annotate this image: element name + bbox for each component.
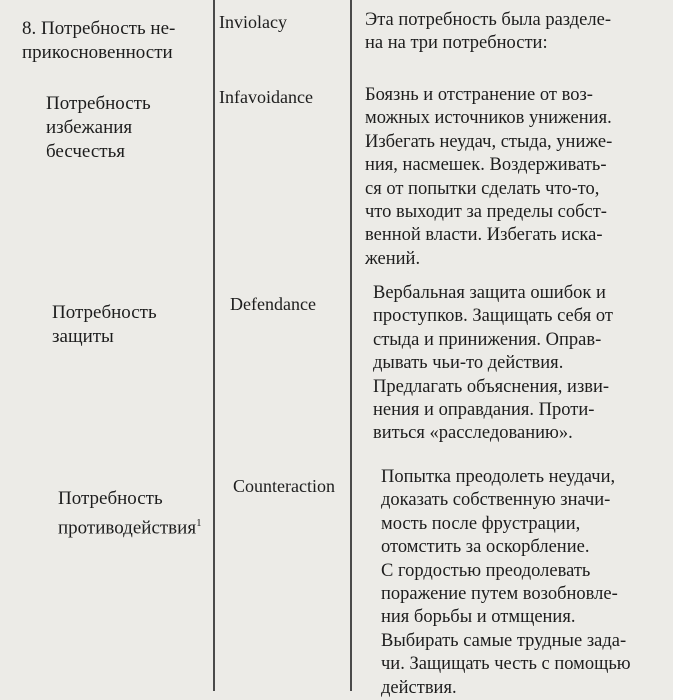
need-description: Вербальная защита ошибок и проступков. Защищать себя от стыда и принижения. Оправ- дывать чьи-то действия. Предлагать объяснения, изви- нения и оправдания. Проти- виться «расследованию».: [373, 283, 613, 444]
need-name: [58, 487, 202, 540]
footnote-marker: 1: [196, 517, 202, 529]
need-description: Боязнь и отстранение от воз- можных источников унижения. Избегать неудач, стыда, униже- ния, насмешек. Воздерживать- ся от попытки сделать что-то, что выходит за пределы собст- венной власти. Избегать иска- жений.: [365, 85, 613, 269]
need-term: Inviolacy: [219, 12, 287, 32]
need-name: 8. Потребность не- прикосновенности: [22, 18, 176, 63]
column-rule-left: [213, 0, 215, 691]
need-description: Попытка преодолеть неудачи, доказать собственную значи- мость после фрустрации, отомстить за оскорбление. С гордостью преодолевать поражение путем возобновле- ния борьбы и отмщения. Выбирать самые трудные зада- чи. Защищать честь с помощью действия.: [381, 467, 631, 698]
need-name: Потребность защиты: [52, 302, 157, 347]
need-term: Counteraction: [233, 476, 335, 496]
column-rule-right: [350, 0, 352, 691]
need-name-text: Потребность противодействия: [58, 488, 197, 539]
need-term: Defendance: [230, 294, 316, 314]
need-term: Infavoidance: [219, 87, 313, 107]
need-description: Эта потребность была разделе- на на три потребности:: [365, 10, 611, 54]
need-name: Потребность избежания бесчестья: [46, 93, 151, 162]
